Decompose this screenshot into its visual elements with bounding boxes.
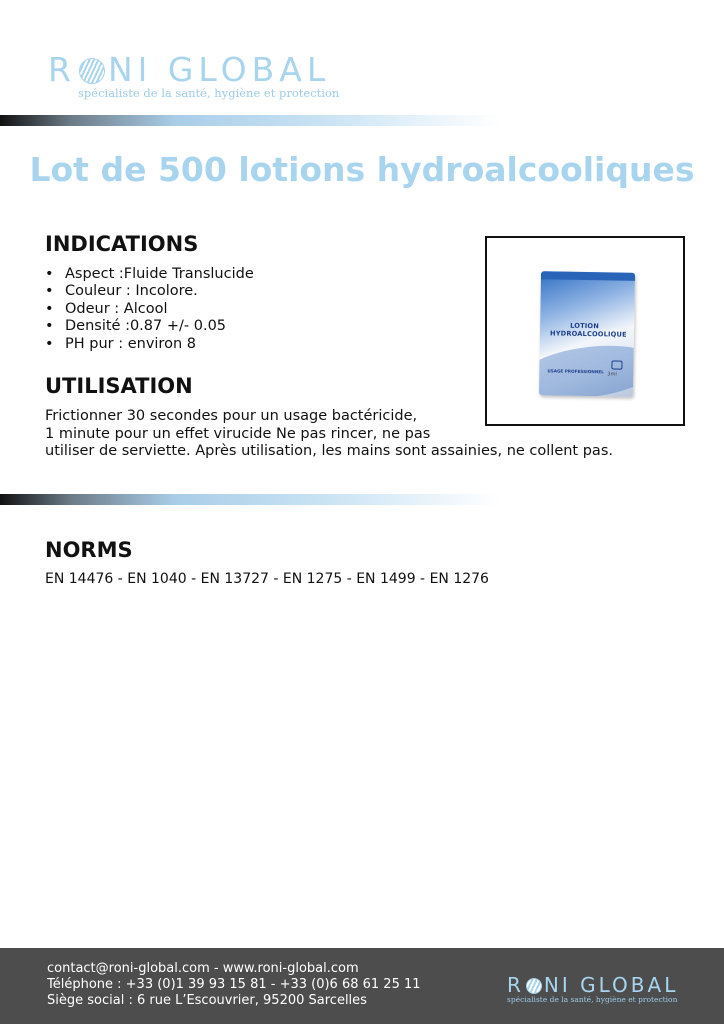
sachet-label-line2: HYDROALCOOLIQUE [549,329,627,339]
footer-contact-line: contact@roni-global.com - www.roni-global.com [47,961,359,976]
footer [0,948,724,1024]
fingerprint-icon [526,978,542,994]
list-item: • PH pur : environ 8 [45,335,196,352]
sachet-badge-icon [611,360,622,369]
list-item: • Odeur : Alcool [45,300,168,317]
sachet-band [541,271,635,281]
norms-heading: NORMS [45,538,133,562]
sachet-size-label: 3ml [607,371,617,378]
footer-logo-tagline: spécialiste de la santé, hygiène et protection [507,995,678,1004]
header-logo [48,52,339,100]
page-title: Lot de 500 lotions hydroalcooliques [29,150,695,189]
footer-contact [47,961,421,1009]
header-divider [0,115,500,126]
list-item-text: Couleur : Incolore. [65,283,198,300]
logo-tagline: spécialiste de la santé, hygiène et protection [78,86,340,100]
sachet-label-line1: LOTION [570,321,600,331]
list-item-text: Aspect :Fluide Translucide [65,266,254,282]
product-image-frame [485,236,685,426]
logo-letter-r: R [48,50,76,89]
footer-phone-line: Téléphone : +33 (0)1 39 93 15 81 - +33 (0)6 68 61 25 11 [47,977,421,992]
list-item-text: Odeur : Alcool [65,300,168,317]
indications-heading: INDICATIONS [45,232,199,256]
logo-text: NI GLOBAL [107,50,331,89]
product-sachet-image [539,271,635,397]
footer-logo [507,974,678,1004]
sachet-usage-label: USAGE PROFESSIONNEL [547,368,604,375]
logo-letter-r: R [507,973,524,997]
utilisation-heading: UTILISATION [45,374,193,398]
logo-wordmark [48,52,339,88]
norms-text: EN 14476 - EN 1040 - EN 13727 - EN 1275 - EN 1499 - EN 1276 [45,571,489,587]
indications-list [45,266,254,353]
footer-address-line: Siège social : 6 rue L’Escouvrier, 95200 Sarcelles [47,993,367,1008]
paragraph-line: utiliser de serviette. Après utilisation, les mains sont assainies, ne collent pas. [45,443,613,460]
paragraph-line: Frictionner 30 secondes pour un usage bactéricide, [45,408,418,424]
list-item: • Densité :0.87 +/- 0.05 [45,318,227,335]
list-item-text: PH pur : environ 8 [65,335,196,352]
list-item-text: Densité :0.87 +/- 0.05 [65,318,227,335]
list-item: • Couleur : Incolore. [45,283,198,300]
footer-logo-wordmark [507,974,678,996]
section-divider [0,494,500,505]
fingerprint-icon [79,58,105,84]
logo-text: NI GLOBAL [543,973,679,997]
paragraph-line: 1 minute pour un effet virucide Ne pas rincer, ne pas [45,425,431,442]
list-item: • Aspect :Fluide Translucide [45,266,254,282]
